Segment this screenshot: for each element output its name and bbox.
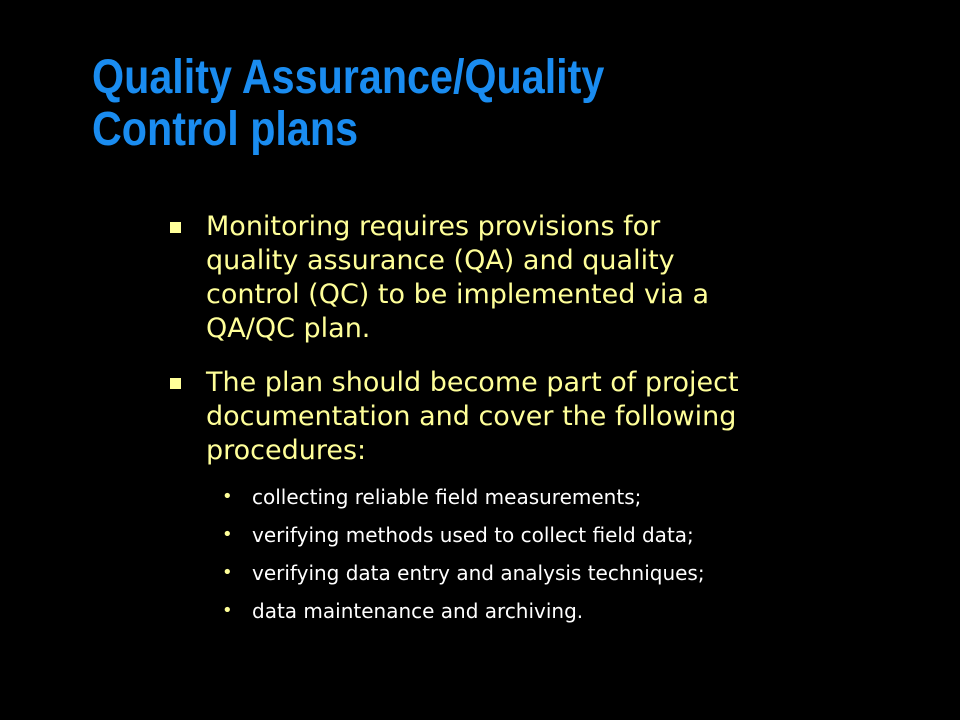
sub-bullet-item (206, 482, 910, 512)
bullet-text (206, 366, 910, 468)
bullet-line: procedures: (206, 435, 367, 466)
slide-title-line-1: Quality Assurance/Quality (92, 51, 605, 104)
bullet-line: quality assurance (QA) and quality (206, 245, 675, 276)
sub-bullet-text: collecting reliable field measurements; (252, 485, 642, 509)
dot-bullet-icon: • (222, 562, 233, 583)
bullet-line: documentation and cover the following (206, 401, 737, 432)
bullet-line: QA/QC plan. (206, 313, 371, 344)
bullet-line: Monitoring requires provisions for (206, 211, 661, 242)
bullet-item (170, 366, 910, 626)
slide-title (92, 52, 780, 156)
bullet-line: control (QC) to be implemented via a (206, 279, 710, 310)
sub-bullet-list (206, 482, 910, 626)
sub-bullet-item (206, 520, 910, 550)
dot-bullet-icon: • (222, 486, 233, 507)
dot-bullet-icon: • (222, 524, 233, 545)
sub-bullet-item (206, 596, 910, 626)
square-bullet-icon (170, 378, 181, 389)
bullet-list (170, 210, 910, 646)
bullet-line: The plan should become part of project (206, 367, 739, 398)
slide-title-line-2: Control plans (92, 103, 359, 156)
bullet-text (206, 210, 910, 346)
sub-bullet-text: verifying methods used to collect field data; (252, 523, 694, 547)
square-bullet-icon (170, 222, 181, 233)
sub-bullet-text: data maintenance and archiving. (252, 599, 584, 623)
bullet-item (170, 210, 910, 346)
sub-bullet-text: verifying data entry and analysis techniques; (252, 561, 705, 585)
dot-bullet-icon: • (222, 600, 233, 621)
sub-bullet-item (206, 558, 910, 588)
